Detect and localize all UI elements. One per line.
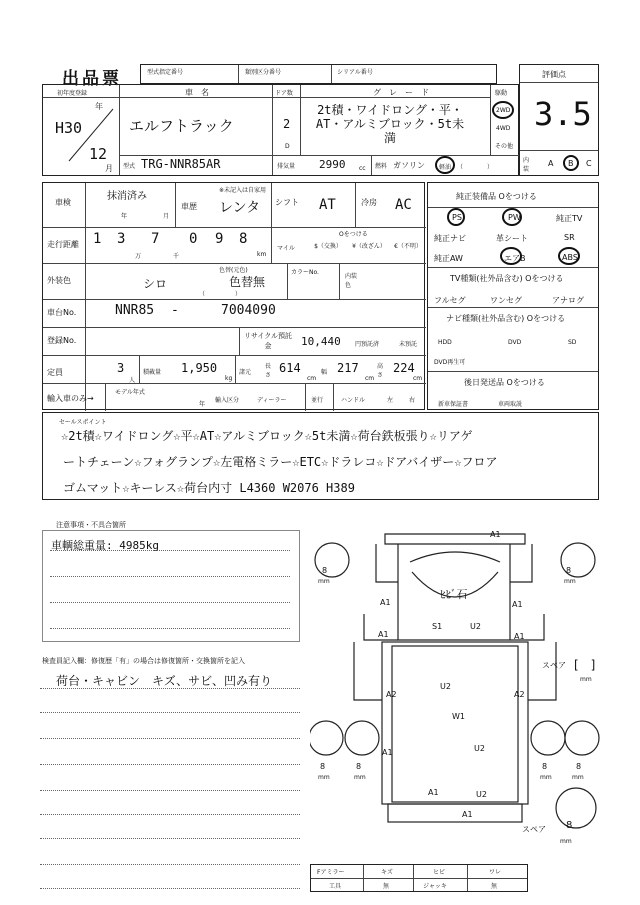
- interior-option-b: B: [568, 159, 574, 168]
- model-year-label: モデル年式: [115, 389, 145, 396]
- tire-rr1-unit: mm: [540, 774, 552, 781]
- import-parallel: 並行: [311, 397, 324, 404]
- height-label: 高さ: [377, 363, 384, 379]
- car-name-label: 車 名: [185, 88, 209, 97]
- height-value: 224: [393, 361, 415, 375]
- spare-label-2: スペア: [522, 825, 546, 834]
- score-box: [519, 64, 599, 176]
- width-value: 217: [337, 361, 359, 375]
- drive-2wd: 2WD: [496, 107, 511, 114]
- first-reg-label: 初年度登録: [57, 90, 88, 97]
- equipment-box: [427, 182, 599, 410]
- fuel-paren: （ ）: [457, 164, 494, 171]
- displacement-unit: cc: [359, 165, 366, 172]
- sales-point-box: [42, 412, 599, 500]
- equip-abs-circle: [558, 247, 580, 265]
- spare-bracket-1: [ ]: [574, 658, 596, 672]
- spare-value-2: 8: [566, 820, 573, 831]
- mileage-label: 走行距離: [47, 240, 79, 249]
- later-title: 後日発送品 Oをつける: [464, 378, 545, 387]
- handle-label: ハンドル: [341, 397, 366, 404]
- doors-label: ドア数: [275, 90, 293, 97]
- interior-option-a: A: [548, 159, 554, 168]
- mileage-unit-sen: 千: [173, 253, 180, 260]
- equip-airbag-circle: [500, 247, 522, 265]
- sales-point-line-2: ートチェーン☆フォグランプ☆左電格ミラー☆ETC☆ドラレコ☆ドアバイザー☆フロア: [63, 455, 498, 469]
- mileage-option-mile: マイル: [277, 245, 295, 252]
- equip-tv: 純正TV: [556, 214, 583, 223]
- equip-ps: PS: [452, 213, 462, 222]
- notes-line-1: 車輌総重量: 4985kg: [51, 539, 159, 552]
- recycle-status: 未預託: [399, 341, 418, 348]
- legend-header-4: ワレ: [489, 869, 502, 876]
- notes-box: [42, 530, 300, 642]
- chassis-number: 7004090: [221, 303, 276, 318]
- mark-a1-bottom: A1: [462, 810, 473, 819]
- equip-abs: ABS: [562, 253, 578, 262]
- doors: 2: [283, 117, 291, 131]
- displacement-label: 排気量: [277, 163, 296, 170]
- chassis-dash: -: [171, 303, 179, 318]
- notes-title: 注意事項・不具合箇所: [56, 521, 126, 529]
- shaken-month-unit: 月: [163, 213, 170, 220]
- recycle-label: リサイクル預託金: [243, 332, 293, 350]
- mileage-digit-4: 0: [189, 231, 198, 247]
- color-label: 外装色: [47, 276, 71, 285]
- mark-a1-rear-left: A1: [428, 788, 439, 797]
- mark-u2-rear: U2: [474, 744, 485, 753]
- displacement-value: 2990: [319, 158, 346, 171]
- vehicle-info-box: [42, 84, 519, 176]
- navi-dvd: DVD: [508, 339, 522, 346]
- car-name: エルフトラック: [129, 117, 234, 135]
- navi-title: ナビ種類(社外品含む) Oをつける: [446, 314, 566, 323]
- length-unit: cm: [307, 375, 317, 382]
- color-paren: （ ）: [199, 291, 242, 298]
- shaken-year-unit: 年: [121, 213, 128, 220]
- shift-label: シフト: [275, 198, 299, 207]
- year-unit: 年: [95, 102, 103, 111]
- dvd-playback: DVD再生可: [434, 359, 466, 366]
- mark-a2-left: A2: [386, 690, 397, 699]
- fuel-gasoline: ガソリン: [393, 161, 425, 170]
- navi-sd: SD: [568, 339, 577, 346]
- capacity-value: 3: [117, 361, 125, 375]
- mark-a1-left-body: A1: [382, 748, 393, 757]
- color-original-label: 色替(元色): [219, 267, 248, 274]
- registration-label: 登録No.: [47, 336, 77, 345]
- first-reg-year: H30: [55, 119, 83, 137]
- drive-selected-circle: [492, 101, 514, 119]
- history-value: レンタ: [219, 200, 261, 216]
- navi-hdd: HDD: [438, 339, 452, 346]
- inspection-box: [42, 182, 425, 410]
- legend-header-1: Fアミラー: [317, 869, 345, 876]
- tire-rr2-depth: 8: [576, 762, 582, 771]
- private-note: ※未記入は自家用: [219, 187, 267, 194]
- equip-navi: 純正ナビ: [434, 234, 466, 243]
- equip-airbag: エアB: [504, 254, 526, 263]
- inspector-line-1: 荷台・キャビン キズ、サビ、凹み有り: [56, 674, 273, 688]
- handle-right: 右: [409, 397, 416, 404]
- mileage-digit-2: 3: [117, 231, 126, 247]
- interior-option-c: C: [586, 159, 592, 168]
- mileage-option-tamper: ¥（改ざん）: [352, 243, 386, 250]
- legend-value-1: 工具: [329, 883, 342, 890]
- mark-a1-left-door: A1: [378, 630, 389, 639]
- tire-rl2-unit: mm: [354, 774, 366, 781]
- inspector-title: 検査員記入欄：修復歴「有」の場合は修復箇所・交換箇所を記入: [42, 657, 245, 665]
- mark-u2-cab: U2: [470, 622, 481, 631]
- grade-value: 2t積・ワイドロング・平・AT・アルミブロック・5t未満: [315, 103, 465, 145]
- first-reg-month: 12: [89, 145, 108, 163]
- score-value: 3.5: [534, 95, 592, 133]
- sales-point-label: セールスポイント: [59, 419, 107, 426]
- mileage-option-unknown: €（不明）: [394, 243, 422, 250]
- import-year-unit: 年: [199, 401, 206, 408]
- shaken-value: 抹消済み: [107, 191, 147, 202]
- legend-value-3: ジャッキ: [423, 883, 447, 890]
- mark-a1-left-mirror: A1: [380, 598, 391, 607]
- legend-header-3: ヒビ: [433, 869, 446, 876]
- chassis-prefix: NNR85: [115, 303, 155, 318]
- load-unit: kg: [225, 375, 233, 382]
- handle-left: 左: [387, 397, 394, 404]
- legend-table: [310, 864, 528, 892]
- recycle-value: 10,440: [301, 335, 341, 348]
- mark-a2-right: A2: [514, 690, 525, 699]
- shaken-label: 車検: [55, 198, 71, 207]
- tire-rl1-depth: 8: [320, 762, 326, 771]
- ac-value: AC: [395, 197, 412, 213]
- month-unit: 月: [105, 164, 113, 173]
- load-label: 積載量: [143, 369, 162, 376]
- interior-color-label: 内装色: [345, 273, 358, 289]
- mileage-digit-5: 9: [215, 231, 224, 247]
- mark-w1: W1: [452, 712, 465, 721]
- mark-s1: S1: [432, 622, 443, 631]
- equip-aw: 純正AW: [434, 254, 463, 263]
- legend-value-4: 無: [491, 883, 498, 890]
- header-fields: [140, 64, 497, 84]
- drive-4wd: 4WD: [496, 125, 511, 132]
- equip-sr: SR: [564, 233, 575, 242]
- doors-unit: D: [285, 143, 290, 150]
- grade-label: グ レ ー ド: [373, 88, 429, 97]
- tire-fl-depth: 8: [322, 566, 328, 575]
- import-label: 輸入車のみ→: [47, 394, 94, 403]
- equip-pw-circle: [502, 208, 522, 226]
- mileage-digit-6: 8: [239, 231, 248, 247]
- equip-ps-circle: [447, 208, 465, 226]
- fuel-diesel: 軽油: [439, 164, 452, 171]
- mark-windshield: ﾋﾋﾞ石: [440, 588, 468, 601]
- fuel-selected-circle: [435, 156, 455, 174]
- page-title: 出品票: [62, 69, 122, 89]
- mileage-unit-man: 万: [135, 253, 142, 260]
- tire-rr1-depth: 8: [542, 762, 548, 771]
- mark-u2-body: U2: [440, 682, 451, 691]
- mileage-digit-1: 1: [93, 231, 102, 247]
- tire-rr2-unit: mm: [572, 774, 584, 781]
- sales-point-line-3: ゴムマット☆キーレス☆荷台内寸 L4360 W2076 H389: [63, 481, 355, 495]
- mileage-mark-label: Oをつける: [339, 231, 368, 238]
- height-unit: cm: [413, 375, 423, 382]
- spare-unit-2: mm: [560, 838, 572, 845]
- recycle-unit: 円預託済: [355, 341, 380, 348]
- import-dealer: ディーラー: [257, 397, 287, 404]
- later-manual: 車両取説: [498, 401, 523, 408]
- tv-analog: アナログ: [552, 296, 584, 305]
- mileage-digit-3: 7: [151, 231, 160, 247]
- later-warranty: 新車保証書: [438, 401, 469, 408]
- chassis-label: 車台No.: [47, 308, 77, 317]
- mark-u2-bottom: U2: [476, 790, 487, 799]
- history-label: 車歴: [181, 202, 197, 211]
- interior-label: 内装: [523, 157, 530, 173]
- mileage-unit-km: km: [257, 251, 267, 258]
- field-type-number-label: 型式指定番号: [147, 69, 184, 76]
- legend-value-2: 無: [383, 883, 390, 890]
- tv-fullseg: フルセグ: [434, 296, 466, 305]
- length-label: 長さ: [265, 363, 272, 379]
- fuel-label: 燃料: [375, 163, 388, 170]
- legend-header-2: キズ: [381, 869, 393, 876]
- equipment-title: 純正装備品 Oをつける: [456, 192, 537, 201]
- tv-oneseg: ワンセグ: [490, 296, 522, 305]
- spare-unit-1: mm: [580, 676, 592, 683]
- length-value: 614: [279, 361, 301, 375]
- tire-rl2-depth: 8: [356, 762, 362, 771]
- drive-label: 駆動: [495, 90, 508, 97]
- interior-selected-circle: [563, 155, 579, 171]
- color-original-value: 色替無: [229, 275, 266, 289]
- drive-other: その他: [495, 143, 514, 150]
- load-value: 1,950: [181, 361, 218, 375]
- capacity-label: 定員: [47, 368, 63, 377]
- mark-a1-right-mirror: A1: [512, 600, 523, 609]
- color-no-label: カラーNo.: [291, 269, 319, 276]
- width-unit: cm: [365, 375, 375, 382]
- field-class-number-label: 類別区分番号: [245, 69, 282, 76]
- mark-a1-top: A1: [490, 530, 501, 539]
- model-label: 型式: [123, 163, 136, 170]
- import-kind-label: 輸入区分: [215, 397, 240, 404]
- color-value: シロ: [143, 277, 168, 291]
- ac-label: 冷房: [361, 198, 377, 207]
- shift-value: AT: [319, 197, 336, 213]
- mark-a1-right-door: A1: [514, 632, 525, 641]
- tv-title: TV種類(社外品含む) Oをつける: [450, 274, 564, 283]
- tire-fr-depth: 8: [566, 566, 572, 575]
- dims-label: 諸元: [239, 369, 252, 376]
- tire-fr-unit: mm: [564, 578, 576, 585]
- capacity-unit: 人: [129, 377, 136, 384]
- spare-label-1: スペア: [542, 661, 566, 670]
- width-label: 幅: [321, 369, 328, 376]
- equip-pw: PW: [508, 213, 521, 222]
- field-serial-number-label: シリアル番号: [337, 69, 373, 76]
- model-value: TRG-NNR85AR: [141, 157, 221, 171]
- equip-leather: 革シート: [496, 234, 528, 243]
- truck-diagram: [310, 522, 600, 852]
- tire-rl1-unit: mm: [318, 774, 330, 781]
- score-label: 評価点: [542, 70, 566, 79]
- tire-fl-unit: mm: [318, 578, 330, 585]
- sales-point-line-1: ☆2t積☆ワイドロング☆平☆AT☆アルミブロック☆5t未満☆荷台鉄板張り☆リアゲ: [61, 429, 473, 443]
- mileage-option-exchange: $（交換）: [314, 243, 342, 250]
